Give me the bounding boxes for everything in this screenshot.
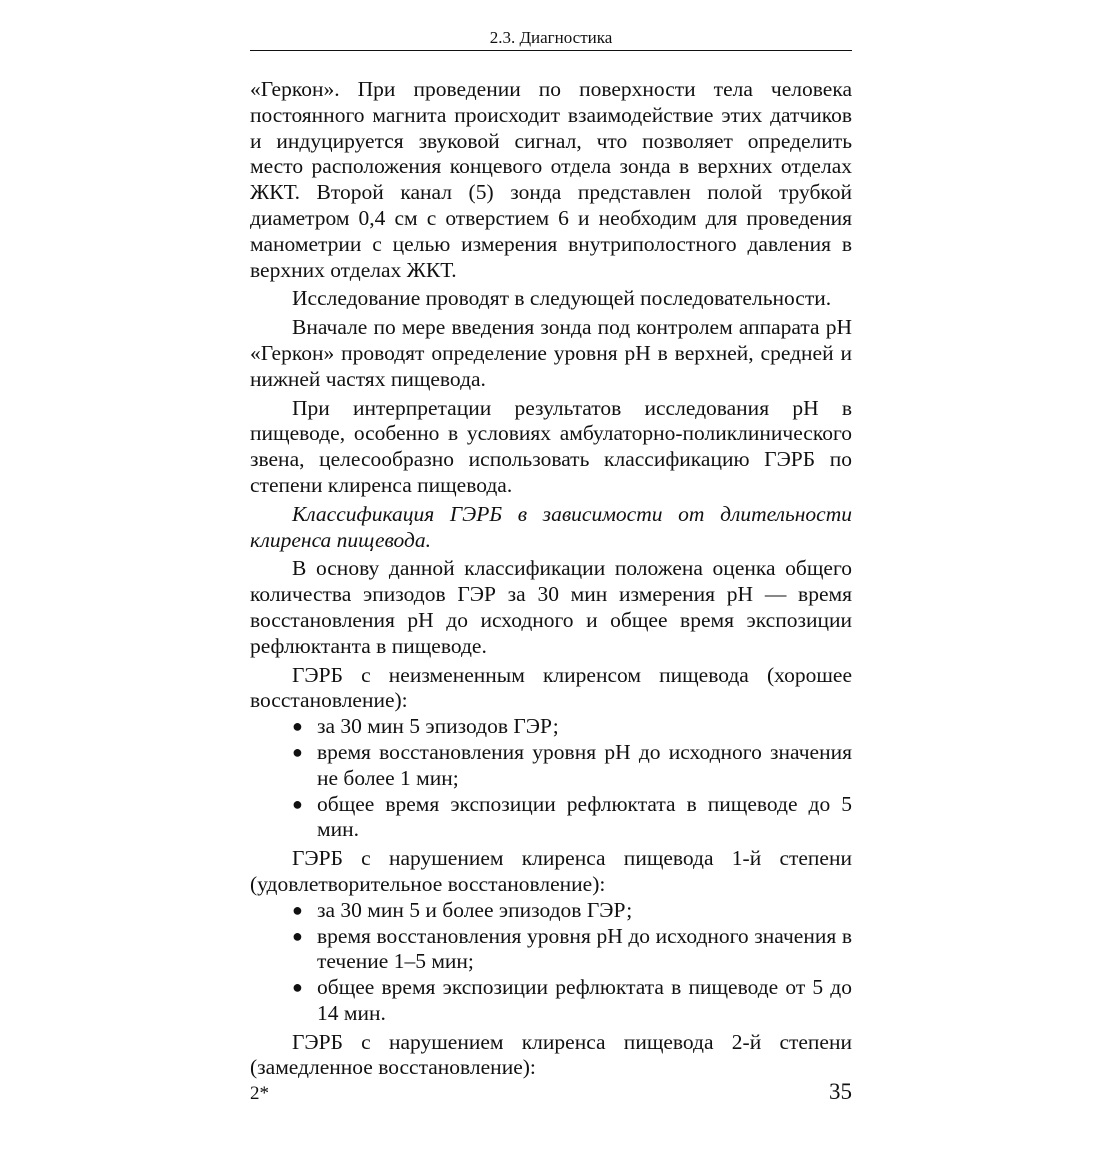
paragraph-classification-basis: В основу данной классификации положена оценка общего количества эпизодов ГЭР за 30 мин измерения рН — время восстановления рН до исходного и общее время экспозиции рефлюктанта в пищеводе. xyxy=(250,556,852,658)
classification-heading: Классификация ГЭРБ в зависимости от длительности клиренса пищевода. xyxy=(250,501,852,552)
paragraph-normal-clearance: ГЭРБ с неизмененным клиренсом пищевода (хорошее восстановление): xyxy=(250,662,852,713)
list-item: ● общее время экспозиции рефлюктата в пищеводе от 5 до 14 мин. xyxy=(292,975,852,1025)
list-item: ● время восстановления уровня рН до исходного значения в течение 1–5 мин; xyxy=(292,923,852,974)
page-body xyxy=(250,77,852,1081)
page-number: 35 xyxy=(829,1079,852,1104)
paragraph-clearance-grade-1: ГЭРБ с нарушением клиренса пищевода 1-й степени (удовлетворительное восстановление): xyxy=(250,846,852,896)
bullet-icon: ● xyxy=(292,899,303,920)
paragraph-interpretation: При интерпретации результатов исследования рН в пищеводе, особенно в условиях амбулаторно-поликлинического звена, целесообразно использовать классификацию ГЭРБ по степени клиренса пищевода. xyxy=(250,395,852,497)
list-item: ● за 30 мин 5 и более эпизодов ГЭР; xyxy=(292,897,633,922)
paragraph-continuation: «Геркон». При проведении по поверхности тела человека постоянного магнита происходит взаимодействие этих датчиков и индуцируется звуковой сигнал, что позволяет определить место расположения концевого отдела зонда в верхних отделах ЖКТ. Второй канал (5) зонда представлен полой трубкой диаметром 0,4 см с отверстием 6 и необходим для проведения манометрии с целью измерения внутриполостного давления в верхних отделах ЖКТ. xyxy=(250,77,852,282)
signature-mark: 2* xyxy=(250,1083,269,1104)
list-item: ● за 30 мин 5 эпизодов ГЭР; xyxy=(292,714,559,739)
list-normal-clearance xyxy=(250,714,852,843)
header-rule xyxy=(250,50,852,51)
list-clearance-grade-1 xyxy=(250,898,852,1027)
list-item: ● общее время экспозиции рефлюктата в пищеводе до 5 мин. xyxy=(292,791,852,842)
bullet-icon: ● xyxy=(292,716,303,737)
paragraph-procedure: Вначале по мере введения зонда под контролем аппарата рН «Геркон» проводят определение уровня рН в верхней, средней и нижней частях пищевода. xyxy=(250,315,852,391)
paragraph-sequence: Исследование проводят в следующей последовательности. xyxy=(292,286,832,311)
bullet-icon: ● xyxy=(292,741,303,762)
running-header: 2.3. Диагностика xyxy=(489,28,613,47)
bullet-icon: ● xyxy=(292,925,303,946)
list-item: ● время восстановления уровня рН до исходного значения не более 1 мин; xyxy=(292,739,852,790)
bullet-icon: ● xyxy=(292,793,303,814)
bullet-icon: ● xyxy=(292,977,303,998)
paragraph-clearance-grade-2: ГЭРБ с нарушением клиренса пищевода 2-й степени (замедленное восстановление): xyxy=(250,1029,852,1080)
